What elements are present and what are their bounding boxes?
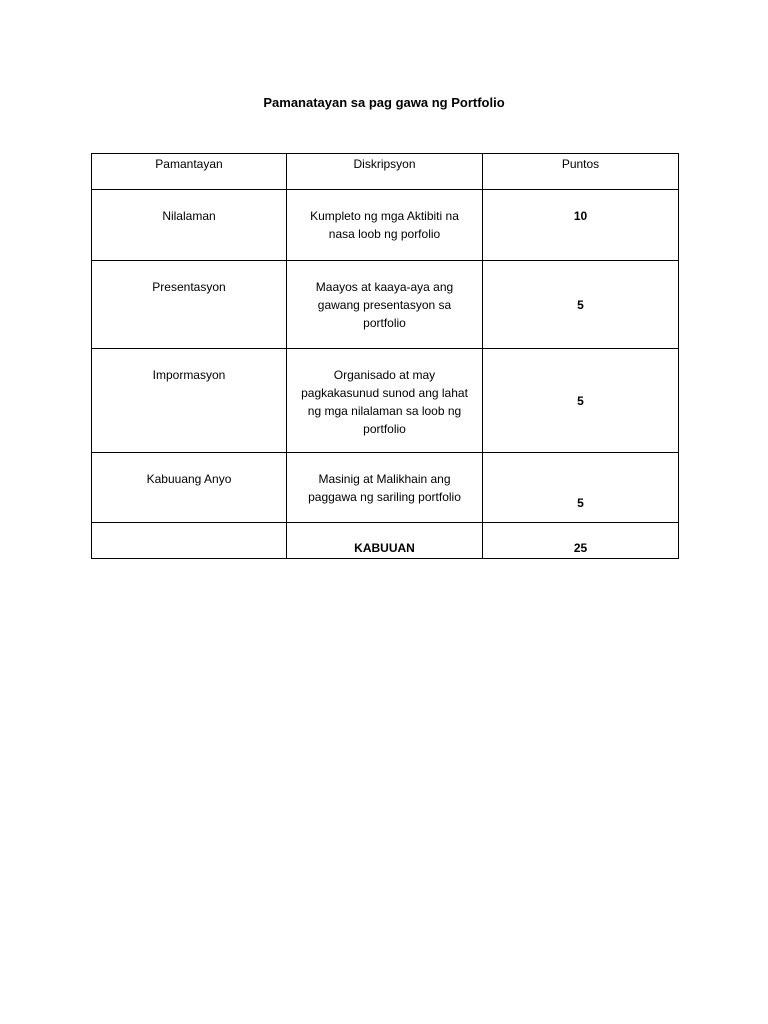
- row-description: Kumpleto ng mga Aktibiti na nasa loob ng porfolio: [287, 190, 483, 261]
- total-label: KABUUAN: [287, 523, 483, 559]
- total-points: 25: [483, 523, 679, 559]
- row-criterion: Presentasyon: [92, 261, 287, 349]
- row-description: Masinig at Malikhain ang paggawa ng sariling portfolio: [287, 453, 483, 523]
- row-criterion: Nilalaman: [92, 190, 287, 261]
- table-row: [92, 349, 679, 453]
- table-header-row: [92, 154, 679, 190]
- row-points: 5: [483, 261, 679, 349]
- table-row: [92, 261, 679, 349]
- row-points: 5: [483, 349, 679, 453]
- row-description: Organisado at may pagkakasunud sunod ang lahat ng mga nilalaman sa loob ng portfolio: [287, 349, 483, 453]
- total-empty-cell: [92, 523, 287, 559]
- row-criterion: Kabuuang Anyo: [92, 453, 287, 523]
- total-row: [92, 523, 679, 559]
- header-criterion: Pamantayan: [92, 154, 287, 190]
- document-title: Pamanatayan sa pag gawa ng Portfolio: [263, 95, 505, 110]
- row-description: Maayos at kaaya-aya ang gawang presentasyon sa portfolio: [287, 261, 483, 349]
- row-criterion: Impormasyon: [92, 349, 287, 453]
- table-row: [92, 190, 679, 261]
- row-points: 5: [483, 453, 679, 523]
- rubric-table: [91, 153, 679, 559]
- row-points: 10: [483, 190, 679, 261]
- header-points: Puntos: [483, 154, 679, 190]
- table-row: [92, 453, 679, 523]
- header-description: Diskripsyon: [287, 154, 483, 190]
